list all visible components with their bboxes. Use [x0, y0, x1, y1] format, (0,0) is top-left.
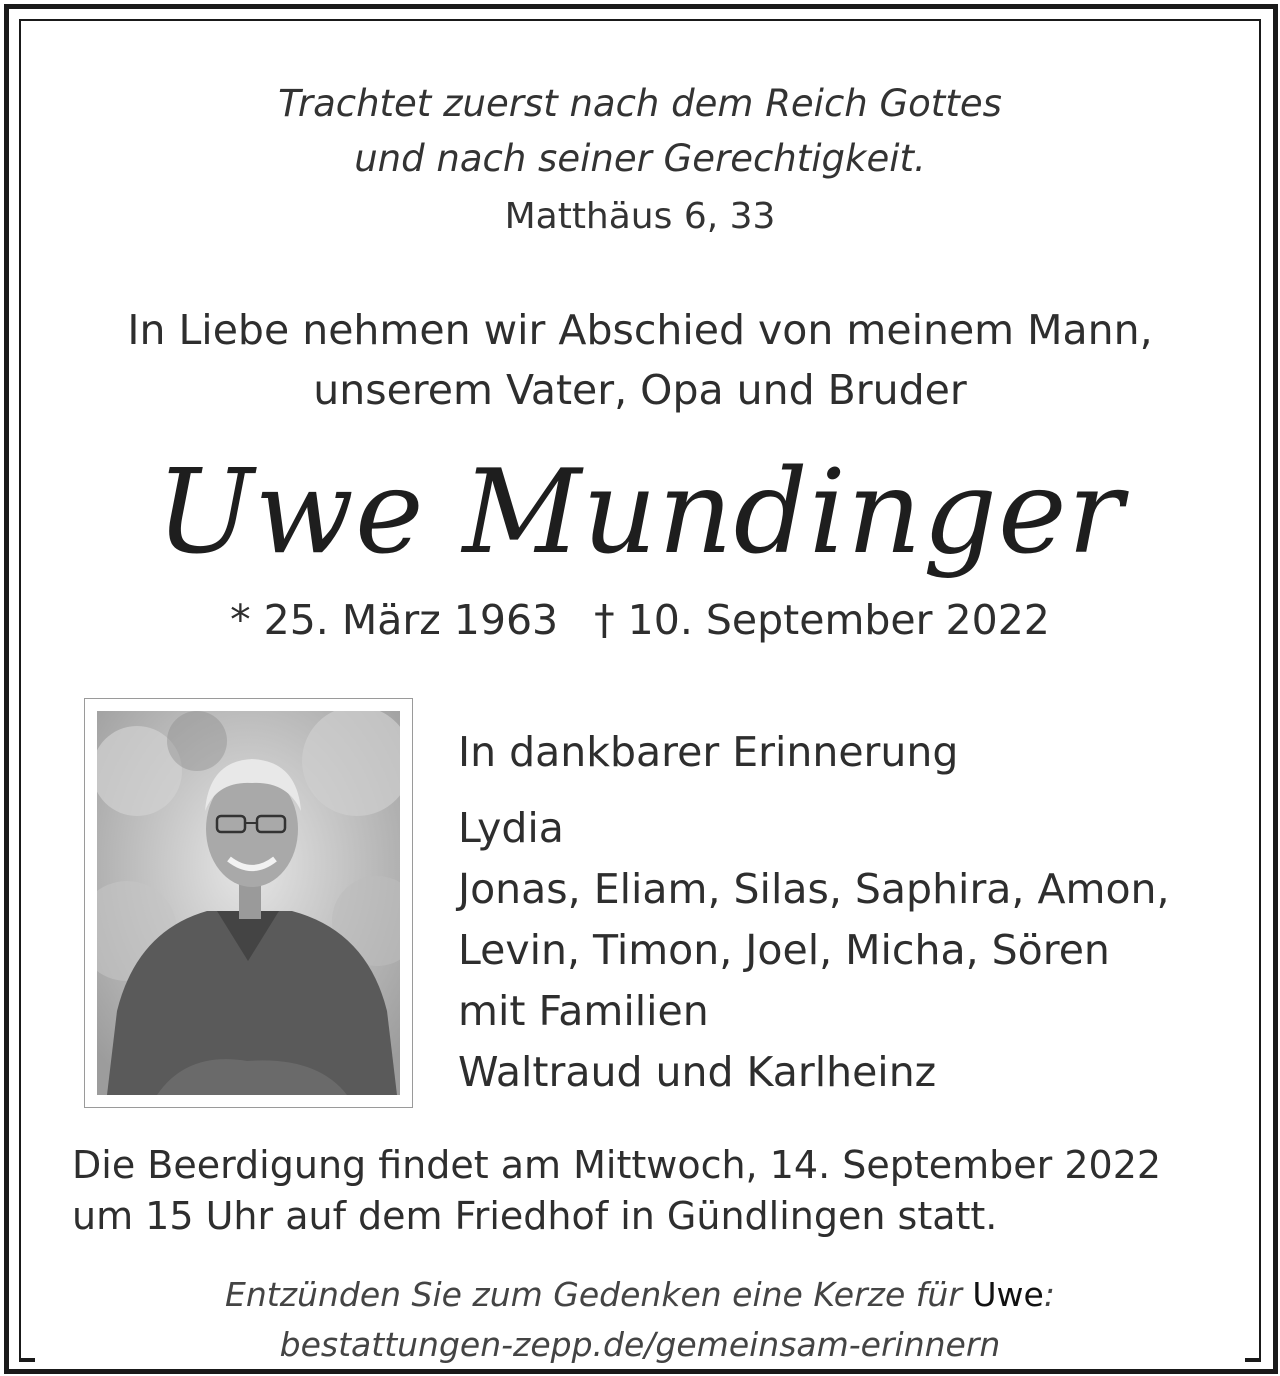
intro-line-1: In Liebe nehmen wir Abschied von meinem Mann, — [127, 306, 1153, 354]
memorial-link[interactable]: bestattungen-zepp.de/gemeinsam-erinnern — [279, 1325, 1001, 1364]
candle-notice — [0, 1270, 1280, 1370]
life-dates — [0, 596, 1280, 644]
mourner-line: Lydia — [458, 804, 564, 852]
candle-colon: : — [1043, 1275, 1055, 1314]
mourner-line: Waltraud und Karlheinz — [458, 1048, 937, 1096]
verse-reference: Matthäus 6, 33 — [504, 196, 776, 237]
candle-text: Entzünden Sie zum Gedenken eine Kerze für — [225, 1275, 973, 1314]
mourner-line: Levin, Timon, Joel, Micha, Sören — [458, 926, 1110, 974]
intro-line-2: unserem Vater, Opa und Bruder — [313, 366, 967, 414]
birth-date: * 25. März 1963 — [230, 596, 559, 644]
mourners-block — [458, 722, 1170, 1103]
death-date: † 10. September 2022 — [594, 596, 1050, 644]
funeral-line-2: um 15 Uhr auf dem Friedhof in Gündlingen statt. — [72, 1194, 998, 1238]
candle-name: Uwe — [972, 1275, 1044, 1314]
farewell-intro — [0, 300, 1280, 420]
mourner-line: Jonas, Eliam, Silas, Saphira, Amon, — [458, 865, 1170, 913]
portrait-photo — [97, 711, 400, 1095]
verse-line-2: und nach seiner Gerechtigkeit. — [354, 137, 926, 180]
mourner-line: mit Familien — [458, 987, 709, 1035]
bible-verse — [0, 76, 1280, 186]
funeral-notice — [72, 1140, 1161, 1242]
funeral-line-1: Die Beerdigung findet am Mittwoch, 14. September 2022 — [72, 1143, 1162, 1187]
family-heading: In dankbarer Erinnerung — [458, 728, 959, 776]
deceased-name: Uwe Mundinger — [155, 445, 1125, 580]
verse-line-1: Trachtet zuerst nach dem Reich Gottes — [278, 82, 1002, 125]
portrait-illustration — [97, 711, 400, 1095]
portrait-frame — [84, 698, 413, 1108]
